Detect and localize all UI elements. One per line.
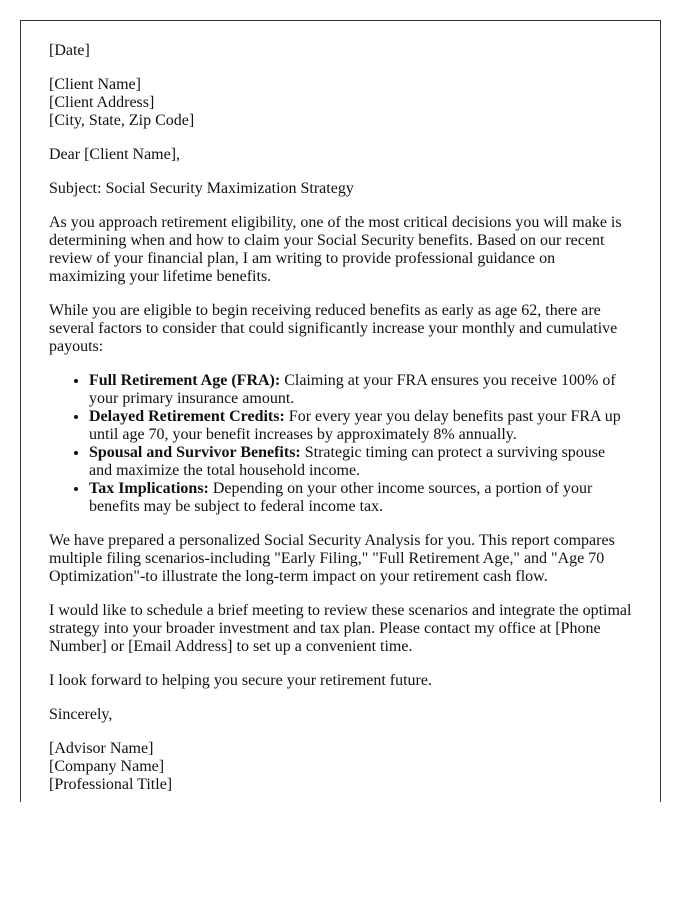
signoff: Sincerely,	[49, 706, 113, 723]
professional-title: [Professional Title]	[49, 776, 173, 793]
letter-document	[20, 20, 661, 802]
factor-text: Claiming at your FRA ensures you receive 100% of your primary insurance amount.	[89, 372, 616, 407]
recipient-address-block	[49, 76, 632, 130]
factor-term: Delayed Retirement Credits:	[89, 408, 285, 425]
company-name: [Company Name]	[49, 758, 165, 775]
factor-text: For every year you delay benefits past your FRA up until age 70, your benefit increases by approximately 8% annually.	[89, 408, 621, 443]
recipient-name: [Client Name]	[49, 76, 141, 93]
advisor-name: [Advisor Name]	[49, 740, 154, 757]
factor-item-fra	[89, 372, 632, 408]
salutation: Dear [Client Name],	[49, 146, 181, 163]
intro-paragraph: As you approach retirement eligibility, one of the most critical decisions you will make is determining when and how to claim your Social Security benefits. Based on our recent review of your financial plan, I am writing to provide professional guidance on maximizing your lifetime benefits.	[49, 214, 622, 285]
factor-item-tax	[89, 480, 632, 516]
factors-list	[49, 372, 632, 516]
factor-term: Full Retirement Age (FRA):	[89, 372, 281, 389]
factor-term: Tax Implications:	[89, 480, 209, 497]
recipient-address: [Client Address]	[49, 94, 155, 111]
factors-intro-paragraph: While you are eligible to begin receiving reduced benefits as early as age 62, there are several factors to consider that could significantly increase your monthly and cumulative payouts:	[49, 302, 618, 355]
closing-paragraph: I look forward to helping you secure your retirement future.	[49, 672, 432, 689]
factor-text: Depending on your other income sources, a portion of your benefits may be subject to federal income tax.	[89, 480, 593, 515]
letter-date: [Date]	[49, 42, 90, 59]
meeting-paragraph: I would like to schedule a brief meeting to review these scenarios and integrate the optimal strategy into your broader investment and tax plan. Please contact my office at [Phone Number] or [Email Address] to set up a convenient time.	[49, 602, 632, 655]
factor-item-spousal-survivor	[89, 444, 632, 480]
signature-block	[49, 740, 632, 794]
analysis-paragraph: We have prepared a personalized Social Security Analysis for you. This report compares multiple filing scenarios-including "Early Filing," "Full Retirement Age," and "Age 70 Optimization"-to illustrate the long-term impact on your retirement cash flow.	[49, 532, 615, 585]
subject-line: Subject: Social Security Maximization Strategy	[49, 180, 354, 197]
factor-term: Spousal and Survivor Benefits:	[89, 444, 301, 461]
factor-item-delayed-credits	[89, 408, 632, 444]
recipient-city-state-zip: [City, State, Zip Code]	[49, 112, 195, 129]
factor-text: Strategic timing can protect a surviving spouse and maximize the total household income.	[89, 444, 606, 479]
